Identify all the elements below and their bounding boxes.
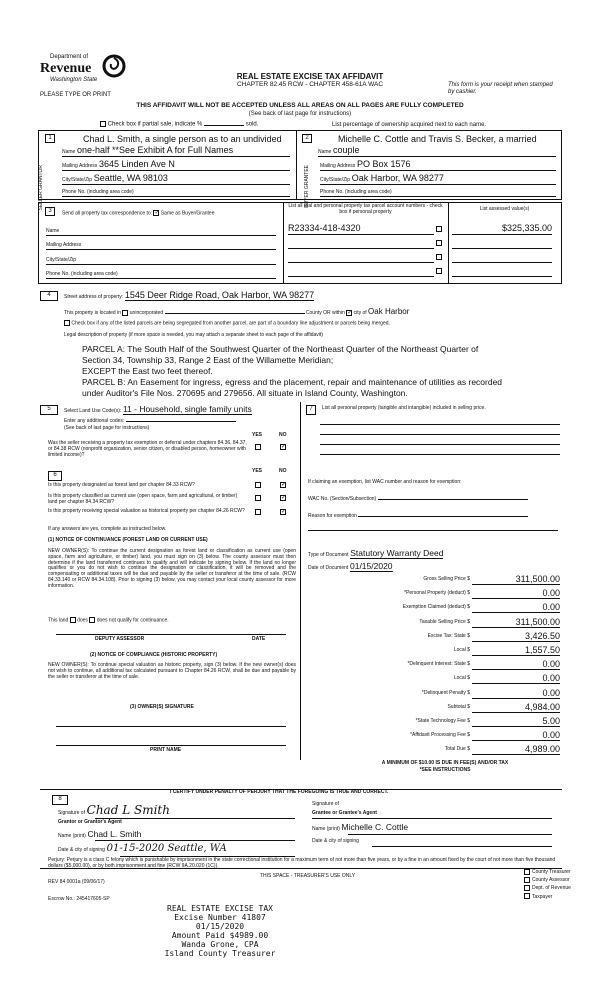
seller-city-label: City/State/Zip (62, 177, 93, 183)
section-1-number: 1 (45, 134, 55, 143)
seller-mailing-row (62, 159, 290, 171)
s5-yes-header: YES (252, 432, 263, 438)
section-5-number: 5 (40, 405, 58, 415)
s3-name-row (46, 229, 276, 236)
tax-row-label: Local $ (453, 647, 470, 653)
s3-phone-row (46, 272, 276, 279)
unincorporated-checkbox[interactable] (122, 310, 128, 316)
s6-q1-yes-checkbox[interactable] (255, 482, 261, 488)
seller-name-row (62, 145, 290, 157)
grantor-name-label: Name (print) (58, 833, 86, 839)
exemption-question: Was the seller receiving a property tax exemption or deferral under chapters 84.36, 84.37, or 84.38 RCW (nonprofit organization, senior citizen, or disabled person, homeowner with limited income)? (48, 440, 247, 458)
segregated-checkbox[interactable] (64, 320, 70, 326)
tax-row (320, 645, 560, 657)
copy-label: County Assessor (532, 877, 570, 884)
city-value: Oak Harbor (368, 307, 410, 316)
ownership-note: List percentage of ownership acquired next to each name. (332, 122, 487, 128)
stamp-line5: Wanda Grone, CPA (181, 940, 259, 949)
please-type: PLEASE TYPE OR PRINT (40, 92, 111, 98)
notice1-text: NEW OWNER(S): To continue the current designation as forest land or classification as current use (open space, farm and agriculture, or timber) land, you must sign on (3) below. The county assessor must then determine if the land transferred continues to qualify and will indicate by signing below. If the land no longer qualifies or you do not wish to continue the designation or classification, it will be removed and the compensating or additional taxes will be due and payable by the seller or transferor at the time of sale. (RCW 84.33.140 or RCW 84.34.108). Prior to signing (3) below, you may contact your local county assessor for more information. (48, 548, 296, 589)
notice2-text: NEW OWNER(S): To continue special valuation as historic property, sign (3) below. If the new owner(s) does not wish to continue, all additional tax calculated pursuant to Chapter 84.26 RCW, shall be due and payable by the seller or transferor at the time of sale. (48, 662, 296, 680)
buyer-name-row (318, 145, 556, 157)
this-land-label: This land (48, 617, 69, 624)
tax-row-label: Subtotal $ (447, 703, 470, 710)
tax-row (320, 631, 560, 643)
grantor-name-value: Chad L. Smith (87, 829, 142, 839)
grantor-name-row (58, 829, 298, 840)
tax-row-value: 0.00 (472, 588, 560, 599)
tax-row (320, 659, 560, 671)
dor-logo (38, 52, 138, 92)
notice1-title: (1) NOTICE OF CONTINUANCE (FOREST LAND OR CURRENT USE) (48, 537, 208, 543)
tax-row-label: *Affidavit Processing Fee $ (410, 732, 470, 739)
grantor-signature: Chad L Smith (86, 803, 170, 817)
s3-mailing-label: Mailing Address (46, 242, 82, 248)
wac-row (308, 497, 558, 503)
warning-line: THIS AFFIDAVIT WILL NOT BE ACCEPTED UNLESS ALL AREAS ON ALL PAGES ARE FULLY COMPLETED (136, 102, 464, 109)
tax-row-value: 4,984.00 (472, 702, 560, 713)
correspondence-label: Send all property tax correspondence to: (62, 210, 153, 217)
stamp-line6: Island County Treasurer (164, 949, 276, 958)
tax-row-value: 4,989.00 (472, 744, 560, 755)
buyer-side-label: BUYER GRANTEE (304, 165, 310, 208)
s6-q1: Is this property designated as forest land per chapter 84.33 RCW? (48, 482, 195, 488)
tax-row (320, 588, 560, 600)
dept-line3: Washington State (50, 77, 98, 83)
stamp-line2: Excise Number 41807 (174, 913, 266, 922)
buyer-mailing-row (320, 159, 556, 171)
s6-q3-no-checkbox[interactable]: ✓ (281, 509, 287, 515)
form-chapter: CHAPTER 82.45 RCW - CHAPTER 458-61A WAC (236, 81, 384, 88)
seller-name-label: Name (62, 149, 76, 155)
buyer-mailing-value: PO Box 1576 (356, 159, 411, 169)
buyer-name-line1: Michelle C. Cottle and Travis S. Becker, a married (338, 134, 537, 144)
doc-type-value: Statutory Warranty Deed (350, 548, 444, 558)
s6-yes-header: YES (252, 468, 263, 474)
tax-row-label: *Delinquent Interest: State $ (407, 661, 470, 668)
unincorporated-label: unincorporated (129, 310, 164, 316)
s3-name-label: Name (46, 228, 60, 234)
legal-line-3: EXCEPT the East two feet thereof. (82, 366, 213, 376)
copy-item (524, 885, 571, 892)
located-row (64, 307, 554, 317)
parcel-number: R23334-418-4320 (288, 223, 361, 233)
grantor-signature-row (58, 803, 298, 817)
street-value: 1545 Deer Ridge Road, Oak Harbor, WA 98277 (124, 290, 315, 300)
partial-sale-checkbox[interactable] (100, 121, 106, 127)
s5-no-header: NO (279, 432, 287, 438)
section-6-number: 6 (48, 471, 62, 481)
copy-label: Dept. of Revenue (532, 885, 571, 892)
s6-q2-no-checkbox[interactable]: ✓ (281, 495, 287, 501)
city-of-checkbox[interactable]: ✓ (347, 309, 353, 316)
form-title: REAL ESTATE EXCISE TAX AFFIDAVIT (236, 72, 384, 81)
additional-codes (64, 419, 294, 425)
copy-label: Taxpayer (532, 893, 553, 900)
reason-label: Reason for exemption (308, 513, 357, 519)
assessed-header: List assessed value(s) (479, 206, 530, 212)
tax-row-value: 0.00 (472, 730, 560, 741)
s6-q2-yes-checkbox[interactable] (255, 495, 261, 501)
s3-mailing-row (46, 243, 276, 250)
parcel-header: List all real and personal property tax parcel account numbers - check box if personal property (288, 203, 443, 215)
treasurer-space: THIS SPACE - TREASURER'S USE ONLY (260, 873, 356, 879)
exemption-no-checkbox[interactable]: ✓ (281, 444, 287, 450)
tax-row-label: *Delinquent Penalty $ (421, 689, 470, 696)
same-as-buyer-label: Same as Buyer/Grantee (160, 210, 215, 217)
deputy-date-label: DATE (252, 636, 266, 642)
does-label: does (77, 617, 88, 624)
rev-number: REV 84 0001a (09/06/17) (48, 879, 105, 885)
exemption-yes-checkbox[interactable] (255, 444, 261, 450)
buyer-phone-row (320, 189, 556, 197)
section-4-number: 4 (40, 291, 58, 301)
land-use-value: 11 - Household, single family units (122, 404, 252, 414)
tax-row-label: Taxable Selling Price $ (419, 618, 470, 625)
doc-date-row (308, 561, 558, 572)
reason-row (308, 514, 558, 520)
section-7-number: 7 (306, 405, 316, 415)
assessed-value: $325,335.00 (501, 223, 552, 233)
tax-row-value: 311,500.00 (472, 574, 560, 585)
grantee-sig-label: Signature of (312, 801, 339, 807)
tax-row-value: 0.00 (472, 688, 560, 699)
copy-checkbox[interactable] (524, 885, 530, 891)
copy-checkbox[interactable] (524, 893, 530, 899)
grantor-date-city: 01-15-2020 Seattle, WA (106, 843, 227, 854)
seller-mailing-value: 3645 Linden Ave N (98, 159, 175, 169)
tax-row-label: *Personal Property (deduct) $ (404, 590, 470, 597)
print-name-label: PRINT NAME (150, 747, 182, 753)
partial-sale-row (100, 121, 258, 128)
grantor-agent-label: Grantor or Grantor's Agent (58, 819, 122, 825)
parcel-1-personal-checkbox[interactable] (436, 226, 442, 232)
grantee-name-value: Michelle C. Cottle (341, 822, 409, 832)
tax-row-value: 0.00 (472, 602, 560, 613)
tax-row (320, 602, 560, 614)
seller-city-value: Seattle, WA 98103 (93, 173, 168, 183)
seller-name-line1: Chad L. Smith, a single person as to an undivided (83, 134, 282, 144)
tax-row (320, 688, 560, 700)
grantee-date-label: Date & city of signing (312, 838, 359, 844)
stamp-line3: 01/15/2020 (195, 922, 245, 931)
s6-no-header: NO (279, 468, 287, 474)
this-land-row (48, 617, 169, 624)
tax-row-value: 5.00 (472, 716, 560, 727)
tax-row-label: Exemption Claimed (deduct) $ (402, 604, 470, 611)
section-8-number: 8 (52, 795, 68, 805)
tax-row-value: 0.00 (472, 673, 560, 684)
parcel-3-personal-checkbox[interactable] (436, 254, 442, 260)
land-use-row (64, 404, 299, 415)
s3-city-label: City/State/Zip (46, 257, 77, 263)
tax-row-value: 1,557.50 (472, 645, 560, 656)
seller-mailing-label: Mailing Address (62, 163, 98, 169)
parcel-2-personal-checkbox[interactable] (436, 240, 442, 246)
certify-line: I CERTIFY UNDER PENALTY OF PERJURY THAT THE FOREGOING IS TRUE AND CORRECT. (170, 789, 389, 795)
copy-checkbox[interactable] (524, 877, 530, 883)
tax-row (320, 716, 560, 728)
wac-label: WAC No. (Section/Subsection) (308, 496, 377, 502)
escrow-number: Escrow No.: 245417605-SP (48, 896, 110, 902)
s6-q3-yes-checkbox[interactable] (255, 509, 261, 515)
seller-city-row (62, 173, 290, 185)
tax-row-label: Gross Selling Price $ (423, 576, 470, 582)
buyer-city-value: Oak Harbor, WA 98277 (351, 173, 444, 183)
copy-distribution (524, 869, 571, 901)
segregated-row (64, 320, 560, 327)
legal-label: Legal description of property (if more space is needed, you may attach a separate sheet to each page of the affidavit) (64, 332, 323, 338)
legal-line-2: Section 34, Township 33, Range 2 East of the Willamette Meridian; (82, 355, 334, 365)
doc-date-value: 01/15/2020 (349, 561, 393, 571)
tax-row-label: Total Due $ (444, 746, 470, 753)
owner-signature-label: (3) OWNER(S) SIGNATURE (130, 704, 194, 710)
section-7-label: List all personal property (tangible and intangible) included in selling price. (322, 405, 486, 411)
tax-row (320, 744, 560, 756)
seller-phone-label: Phone No. (including area code) (62, 189, 134, 195)
copy-item (524, 877, 571, 884)
located-label: This property is located in (64, 310, 121, 316)
city-of-label: city of (353, 310, 367, 316)
doc-type-row (308, 548, 558, 559)
tax-row (320, 702, 560, 714)
grantor-date-row (58, 843, 298, 854)
perjury-text: Perjury: Perjury is a class C felony which is punishable by imprisonment in the state correctional institution for a maximum term of not more than five years, or by a fine in an amount fixed by the court of not more than five thousand dollars ($5,000.00), or by both imprisonment and fine (RCW 9A.20.020 (1C)). (48, 857, 556, 869)
s3-city-row (46, 258, 276, 265)
additional-codes-label: Enter any additional codes: (64, 418, 125, 424)
tax-row-label: Excise Tax: State $ (427, 632, 470, 639)
segregated-note: Check box if any of the listed parcels are being segregated from another parcel, are part of a boundary line adjustment or parcels being merged. (71, 320, 390, 327)
copy-item (524, 869, 571, 876)
grantor-sig-label: Signature of (58, 810, 85, 816)
see-instructions: *SEE INSTRUCTIONS (419, 767, 471, 773)
seller-side-label: SELLER GRANTOR (38, 165, 44, 211)
tax-row (320, 617, 560, 629)
land-use-label: Select Land Use Code(s): (64, 408, 122, 414)
copy-item (524, 893, 571, 900)
additional-codes-note: (See back of last page for instructions) (64, 425, 150, 431)
s6-q3: Is this property receiving special valuation as historical property per chapter 84.26 RCW? (48, 508, 245, 514)
grantee-name-row (312, 822, 552, 833)
s3-phone-label: Phone No. (including area code) (46, 271, 118, 277)
receipt-note: This form is your receipt when stamped by cashier. (448, 82, 553, 95)
deputy-assessor-label: DEPUTY ASSESSOR (95, 636, 145, 642)
s6-q2: Is this property classified as current use (open space, farm and agricultural, or timber) land per chapter 84.34 RCW? (48, 493, 238, 505)
doc-date-label: Date of Document (308, 565, 349, 571)
seller-name-line2: one-half **See Exhibit A for Full Names (77, 145, 234, 155)
tax-row-value: 0.00 (472, 659, 560, 670)
stamp-line1: REAL ESTATE EXCISE TAX (167, 904, 273, 913)
copy-checkbox[interactable] (524, 869, 530, 875)
notice2-title: (2) NOTICE OF COMPLIANCE (HISTORIC PROPERTY) (90, 652, 218, 658)
does-not-checkbox[interactable] (89, 617, 95, 623)
buyer-city-row (320, 173, 556, 185)
legal-line-4: PARCEL B: An Easement for ingress, egress and the placement, repair and maintenance of utilities as recorded (82, 377, 503, 387)
legal-line-5: under Auditor's File Nos. 270695 and 279656. All situate in Island County, Washington. (82, 388, 408, 398)
section-2-number: 2 (302, 134, 312, 143)
dept-line2: Revenue (40, 61, 92, 76)
stamp-line4: Amount Paid $4989.00 (171, 931, 269, 940)
seller-phone-row (62, 189, 290, 197)
s6-if-any: If any answers are yes, complete as instructed below. (48, 526, 167, 532)
partial-sale-label: Check box if partial sale, indicate % (107, 121, 203, 128)
does-not-label: does not qualify for continuance. (96, 617, 169, 624)
tax-row-label: *State Technology Fee $ (415, 718, 470, 724)
legal-line-1: PARCEL A: The South Half of the Southwest Quarter of the Northeast Quarter of the Northeast Quarter of (82, 344, 479, 354)
treasurer-stamp (150, 904, 290, 958)
buyer-mailing-label: Mailing Address (320, 163, 356, 169)
parcel-4-personal-checkbox[interactable] (436, 268, 442, 274)
tax-row (320, 574, 560, 586)
tax-row-label: Local $ (453, 675, 470, 682)
county-label: County OR within (305, 310, 345, 316)
tax-row-value: 311,500.00 (472, 617, 560, 628)
dor-logo-icon (102, 54, 126, 78)
s6-q1-no-checkbox[interactable]: ✓ (281, 482, 287, 488)
buyer-name-line2: couple (333, 145, 360, 155)
buyer-name-label: Name (318, 149, 332, 155)
grantor-date-label: Date & city of signing (58, 847, 105, 853)
buyer-city-label: City/State/Zip (320, 177, 351, 183)
tax-row (320, 730, 560, 742)
section-3-number: 3 (45, 207, 55, 216)
grantee-agent-label: Grantee or Grantee's Agent (312, 810, 377, 816)
tax-row-value: 3,426.50 (472, 631, 560, 642)
see-back-line: (See back of last page for instructions) (248, 111, 352, 117)
grantee-name-label: Name (print) (312, 826, 340, 832)
exemption-claim-label: If claiming an exemption, list WAC number and reason for exemption: (308, 479, 462, 485)
dept-line1: Department of (50, 54, 89, 60)
same-as-buyer-checkbox[interactable]: ✓ (154, 210, 160, 216)
street-label: Street address of property: (64, 294, 124, 300)
sold-label: sold. (245, 121, 259, 128)
section-3-correspondence (62, 210, 214, 217)
does-checkbox[interactable] (70, 617, 76, 623)
tax-row (320, 673, 560, 685)
buyer-phone-label: Phone No. (including area code) (320, 189, 392, 195)
minimum-note: A MINIMUM OF $10.00 IS DUE IN FEE(S) AND/OR TAX (381, 760, 509, 766)
street-row (64, 290, 554, 301)
doc-type-label: Type of Document (308, 552, 349, 558)
copy-label: County Treasurer (532, 869, 571, 876)
